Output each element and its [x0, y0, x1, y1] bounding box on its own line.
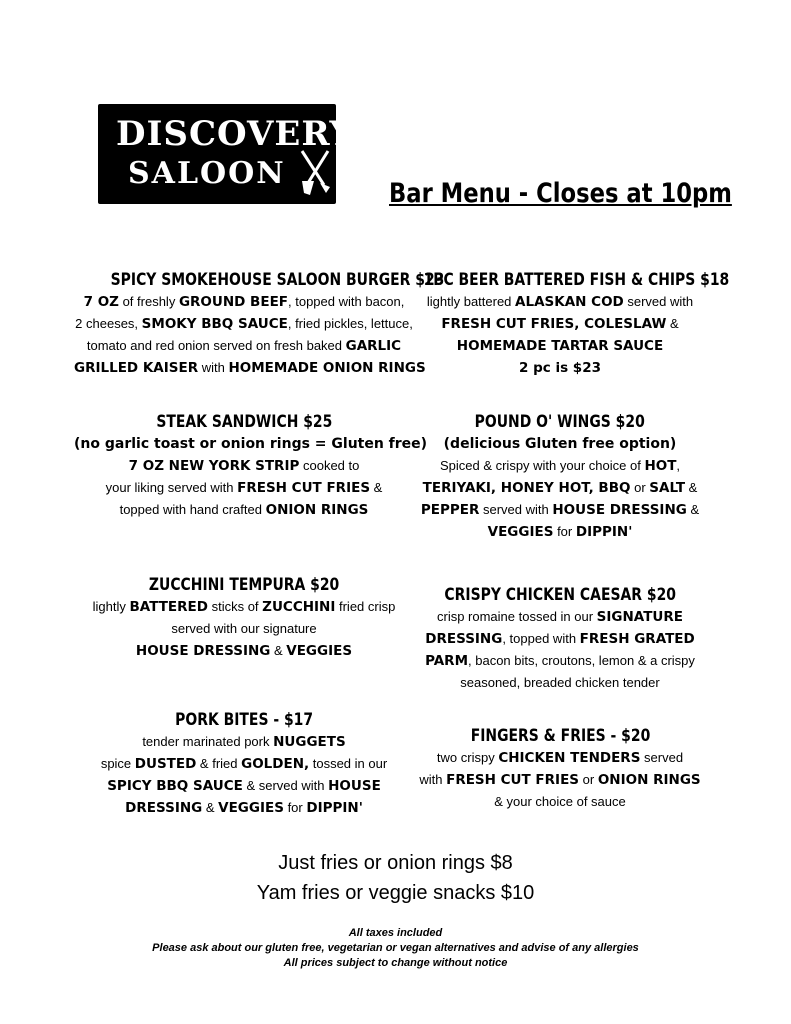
bold-segment: GOLDEN, — [241, 756, 310, 772]
text-segment: & — [270, 643, 287, 658]
footer-notes — [0, 926, 791, 971]
item-description-line — [74, 477, 414, 499]
text-segment: or — [630, 480, 650, 495]
text-segment: of freshly — [118, 294, 179, 309]
text-segment: for — [553, 524, 576, 539]
text-segment: , — [676, 458, 681, 473]
menu-item-burger — [74, 269, 445, 379]
item-description-line — [390, 628, 730, 650]
bold-segment: (delicious Gluten free option) — [443, 436, 677, 452]
bold-segment: HOUSE DRESSING — [552, 502, 687, 518]
item-title: PORK BITES - $17 — [175, 710, 313, 730]
logo-line-1: DISCOVERY — [116, 114, 355, 154]
bold-segment: DIPPIN' — [575, 524, 633, 540]
bold-segment: NUGGETS — [273, 734, 346, 750]
bold-segment: FRESH GRATED — [579, 631, 695, 647]
text-segment: & — [370, 480, 383, 495]
bold-segment: HOUSE DRESSING — [135, 643, 271, 659]
saloon-logo — [98, 104, 355, 204]
item-description-line — [390, 650, 730, 672]
menu-item-steak — [74, 411, 428, 521]
bold-segment: SMOKY BBQ SAUCE — [141, 316, 288, 332]
text-segment: & fried — [196, 756, 242, 771]
text-segment: & your choice of sauce — [494, 794, 626, 809]
bold-segment: ONION RINGS — [265, 502, 369, 518]
item-description-line — [390, 521, 730, 543]
item-description-line — [390, 433, 730, 455]
text-segment: & served with — [242, 778, 329, 793]
bold-segment: 2 pc is $23 — [518, 360, 601, 376]
menu-item-fish-chips — [390, 269, 730, 379]
bold-segment: VEGGIES — [487, 524, 554, 540]
bold-segment: GRILLED KAISER — [74, 360, 199, 376]
bold-segment: DRESSING — [125, 800, 203, 816]
item-description-line — [74, 596, 414, 618]
text-segment: seasoned, breaded chicken tender — [460, 675, 660, 690]
bold-segment: SALT — [649, 480, 686, 496]
bold-segment: DIPPIN' — [306, 800, 363, 816]
text-segment: or — [579, 772, 598, 787]
logo-line-2: SALOON — [128, 156, 286, 191]
menu-item-wings — [390, 411, 730, 543]
item-title: FINGERS & FRIES - $20 — [470, 726, 650, 746]
menu-item-zucchini — [74, 574, 414, 662]
menu-heading: Bar Menu - Closes at 10pm — [389, 178, 732, 209]
bold-segment: GARLIC — [345, 338, 402, 354]
bold-segment: HOMEMADE TARTAR SAUCE — [456, 338, 664, 354]
bold-segment: DRESSING — [425, 631, 503, 647]
text-segment: lightly battered — [426, 294, 516, 309]
bold-segment: FRESH CUT FRIES — [237, 480, 371, 496]
item-description-line — [74, 455, 414, 477]
bold-segment: HOT — [644, 458, 677, 474]
extra-line: Yam fries or veggie snacks $10 — [256, 882, 535, 904]
text-segment: & — [666, 316, 679, 331]
text-segment: , topped with — [502, 631, 580, 646]
item-description-line — [390, 747, 730, 769]
extra-line: Just fries or onion rings $8 — [278, 852, 513, 874]
item-description-line — [74, 313, 414, 335]
bold-segment: 7 OZ — [83, 294, 119, 310]
bold-segment: CHICKEN TENDERS — [498, 750, 641, 766]
text-segment: & — [685, 480, 698, 495]
text-segment: & — [202, 800, 219, 815]
bold-segment: ALASKAN COD — [515, 294, 624, 310]
item-description-line — [390, 791, 730, 813]
pickaxe-shovel-icon — [298, 149, 332, 197]
item-description-line — [74, 291, 414, 313]
item-title: ZUCCHINI TEMPURA $20 — [148, 575, 340, 595]
text-segment: with — [198, 360, 229, 375]
text-segment: lightly — [92, 599, 130, 614]
text-segment: served — [640, 750, 684, 765]
bold-segment: HOMEMADE ONION RINGS — [228, 360, 426, 376]
text-segment: two crispy — [436, 750, 499, 765]
item-title: CRISPY CHICKEN CAESAR $20 — [444, 585, 676, 605]
text-segment: served with — [479, 502, 553, 517]
bold-segment: GROUND BEEF — [178, 294, 289, 310]
bold-segment: (no garlic toast or onion rings = Gluten free) — [74, 436, 428, 452]
item-description-line — [74, 618, 414, 640]
bold-segment: SIGNATURE — [596, 609, 683, 625]
bold-segment: PEPPER — [420, 502, 480, 518]
item-description-line — [390, 672, 730, 694]
text-segment: spice — [100, 756, 135, 771]
item-description-line — [390, 606, 730, 628]
item-description-line — [74, 640, 414, 662]
text-segment: fried crisp — [335, 599, 396, 614]
text-segment: tender marinated pork — [142, 734, 274, 749]
footer-line: All prices subject to change without notice — [283, 957, 508, 969]
bold-segment: TERIYAKI, HONEY HOT, BBQ — [422, 480, 631, 496]
text-segment: sticks of — [207, 599, 263, 614]
bold-segment: HOUSE — [328, 778, 381, 794]
bold-segment: DUSTED — [134, 756, 197, 772]
item-description-line — [390, 291, 730, 313]
item-description-line — [390, 313, 730, 335]
text-segment: , fried pickles, lettuce, — [287, 316, 413, 331]
footer-line: Please ask about our gluten free, vegetarian or vegan alternatives and advise of any allergies — [152, 942, 639, 954]
bold-segment: FRESH CUT FRIES, COLESLAW — [441, 316, 667, 332]
item-title: SPICY SMOKEHOUSE SALOON BURGER $23 — [110, 270, 445, 290]
text-segment: with — [419, 772, 447, 787]
text-segment: tossed in our — [309, 756, 388, 771]
menu-item-pork-bites — [74, 709, 414, 819]
bold-segment: BATTERED — [129, 599, 208, 615]
text-segment: your liking served with — [105, 480, 238, 495]
bold-segment: ZUCCHINI — [262, 599, 336, 615]
item-description-line — [390, 769, 730, 791]
menu-item-caesar — [390, 584, 730, 694]
bold-segment: 7 OZ NEW YORK STRIP — [128, 458, 300, 474]
text-segment: , bacon bits, croutons, lemon & a crispy — [468, 653, 695, 668]
item-description-line — [390, 357, 730, 379]
bold-segment: SPICY BBQ SAUCE — [107, 778, 243, 794]
text-segment: for — [283, 800, 307, 815]
menu-item-fingers — [390, 725, 730, 813]
text-segment: , topped with bacon, — [288, 294, 405, 309]
item-title: STEAK SANDWICH $25 — [156, 412, 332, 432]
text-segment: served with our signature — [171, 621, 317, 636]
item-description-line — [74, 335, 414, 357]
text-segment: 2 cheeses, — [75, 316, 142, 331]
bold-segment: ONION RINGS — [597, 772, 701, 788]
text-segment: topped with hand crafted — [119, 502, 266, 517]
item-description-line — [390, 335, 730, 357]
item-description-line — [390, 455, 730, 477]
extras — [0, 848, 791, 908]
item-description-line — [74, 775, 414, 797]
item-description-line — [74, 499, 414, 521]
item-description-line — [74, 753, 414, 775]
item-description-line — [390, 499, 730, 521]
bold-segment: PARM — [425, 653, 469, 669]
text-segment: & — [686, 502, 700, 517]
text-segment: served with — [623, 294, 694, 309]
bold-segment: FRESH CUT FRIES — [446, 772, 580, 788]
text-segment: Spiced & crispy with your choice of — [439, 458, 645, 473]
item-description-line — [74, 731, 414, 753]
item-description-line — [74, 433, 428, 455]
item-description-line — [74, 357, 426, 379]
bold-segment: VEGGIES — [286, 643, 353, 659]
item-description-line — [390, 477, 730, 499]
text-segment: tomato and red onion served on fresh baked — [86, 338, 346, 353]
item-title: POUND O' WINGS $20 — [474, 412, 646, 432]
footer-line: All taxes included — [348, 927, 443, 939]
item-title: 1PC BEER BATTERED FISH & CHIPS $18 — [423, 270, 730, 290]
bold-segment: VEGGIES — [218, 800, 284, 816]
text-segment: cooked to — [299, 458, 360, 473]
item-description-line — [74, 797, 414, 819]
text-segment: crisp romaine tossed in our — [436, 609, 597, 624]
